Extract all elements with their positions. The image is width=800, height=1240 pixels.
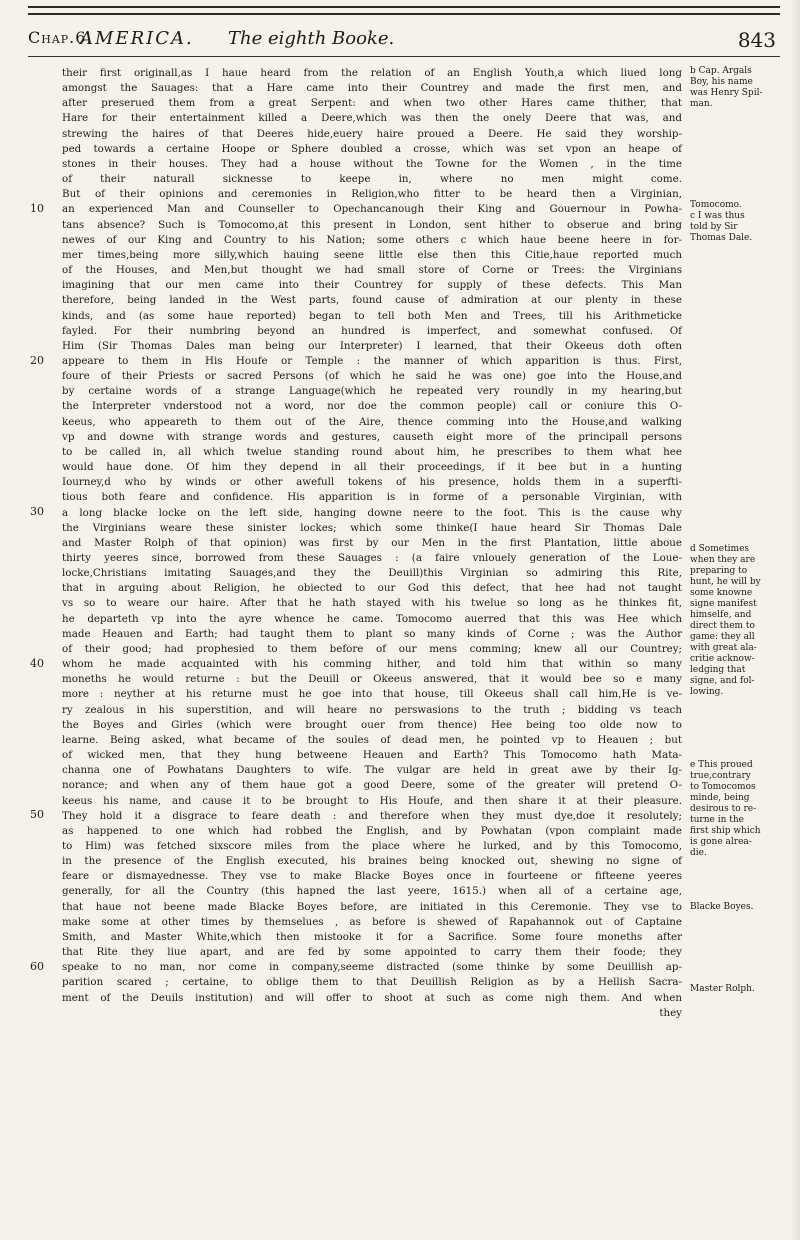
- text-line: parition scared ; certaine, to oblige them to that Deuillish Religion as by a Hellish Sacra-: [62, 976, 682, 989]
- text-line: locke,Christians imitating Sauages,and they the Deuill)this Virginian so admiring this Rite,: [62, 567, 682, 580]
- margin-note-line: c I was thus: [690, 211, 745, 221]
- page-number: 843: [737, 28, 776, 52]
- text-line: They hold it a disgrace to feare death : and therefore when they must dye,doe it resolutely;: [62, 809, 682, 822]
- text-line: foure of their Priests or sacred Persons (of which he said he was one) goe into the House,and: [62, 370, 682, 383]
- margin-note: [690, 760, 794, 859]
- margin-note-line: preparing to: [690, 566, 748, 576]
- margin-note-line: first ship which: [690, 826, 761, 836]
- text-line: learne. Being asked, what became of the soules of dead men, he pointed vp to Heauen ; but: [62, 733, 682, 746]
- text-line: that Rite they liue apart, and are fed by some appointed to carry them their foode; they: [62, 946, 682, 959]
- margin-note: [690, 984, 794, 995]
- text-line: fayled. For their numbring beyond an hundred is imperfect, and somewhat confused. Of: [62, 324, 682, 337]
- line-number: 50: [30, 808, 44, 822]
- text-line: more : neyther at his returne must he goe into that house, till Okeeus shall call him,He is ve-: [62, 688, 682, 701]
- margin-note-line: Boy, his name: [690, 77, 753, 87]
- margin-note-line: man.: [690, 99, 713, 109]
- text-line: amongst the Sauages: that a Hare came into their Countrey and made the first men, and: [62, 82, 682, 95]
- margin-note: [690, 66, 794, 110]
- text-line: stones in their houses. They had a house without the Towne for the Women , in the time: [62, 157, 682, 170]
- margin-note-line: is gone alrea-: [690, 837, 752, 847]
- text-line: ry zealous in his superstition, and will heare no perswasions to the truth ; bidding vs teach: [62, 703, 682, 716]
- margin-note-line: signe manifest: [690, 599, 757, 609]
- margin-note-line: lowing.: [690, 687, 724, 697]
- text-line: Smith, and Master White,which then mistooke it for a Sacrifice. Some foure moneths after: [62, 930, 682, 943]
- text-line: tious both feare and confidence. His apparition is in forme of a personable Virginian, with: [62, 491, 682, 504]
- margin-note-line: signe, and fol-: [690, 676, 755, 686]
- text-line: to be called in, all which twelue standing round about him, he prescribes to them what hee: [62, 445, 682, 458]
- margin-note-line: turne in the: [690, 815, 744, 825]
- margin-note: [690, 902, 794, 913]
- margin-note-line: true,contrary: [690, 771, 751, 781]
- margin-note-line: critie acknow-: [690, 654, 755, 664]
- margin-note-line: told by Sir: [690, 222, 738, 232]
- book-label: The eighth Booke.: [228, 28, 395, 49]
- line-number: 40: [30, 656, 44, 670]
- text-line: of the Houses, and Men,but thought we had small store of Corne or Trees: the Virginians: [62, 264, 682, 277]
- text-line: the Boyes and Girles (which were brought ouer from thence) Hee being too olde now to: [62, 718, 682, 731]
- text-line: strewing the haires of that Deeres hide,euery haire proued a Deere. He said they worship-: [62, 127, 682, 140]
- text-line: keeus, who appeareth to them out of the Aire, thence comming into the House,and walking: [62, 415, 682, 428]
- text-line: he departeth vp into the ayre whence he came. Tomocomo auerred that this was Hee which: [62, 612, 682, 625]
- margin-note-line: with great ala-: [690, 643, 757, 653]
- text-line: moneths he would returne : but the Deuill or Okeeus answered, that it would bee so e many: [62, 673, 682, 686]
- page-edge-shadow: [790, 0, 800, 1240]
- text-line: But of their opinions and ceremonies in Religion,who fitter to be heard then a Virginian,: [62, 188, 682, 201]
- line-number: 60: [30, 959, 44, 973]
- margin-note-line: minde, being: [690, 793, 750, 803]
- text-line: Him (Sir Thomas Dales man being our Interpreter) I learned, that their Okeeus doth often: [62, 339, 682, 352]
- chapter-label: Chap.6.: [28, 28, 93, 47]
- margin-note-line: d Sometimes: [690, 544, 750, 554]
- rule-line: [28, 6, 780, 8]
- text-line: the Interpreter vnderstood not a word, nor doe the common people) call or coniure this O-: [62, 400, 682, 413]
- text-line: made Heauen and Earth; had taught them to plant so many kinds of Corne ; was the Author: [62, 627, 682, 640]
- text-line: by certaine words of a strange Language(which he repeated very roundly in my hearing,but: [62, 385, 682, 398]
- text-line: generally, for all the Country (this hapned the last yeere, 1615.) when all of a certaine age,: [62, 885, 682, 898]
- line-number: 10: [30, 202, 44, 216]
- running-header: [28, 28, 780, 56]
- text-line: as happened to one which had robbed the English, and by Powhatan (vpon complaint made: [62, 824, 682, 837]
- text-line: a long blacke locke on the left side, hanging downe neere to the foot. This is the cause why: [62, 506, 682, 519]
- text-line: and Master Rolph of that opinion) was first by our Men in the first Plantation, little aboue: [62, 536, 682, 549]
- text-line: vs so to weare our haire. After that he hath stayed with his twelue so long as he thinkes fit,: [62, 597, 682, 610]
- header-rule: [28, 56, 780, 57]
- text-line: thirty yeeres since, borrowed from these Sauages : (a faire vnlouely generation of the Loue-: [62, 552, 682, 564]
- running-title: AMERICA.: [80, 28, 194, 49]
- margin-note-line: was Henry Spil-: [690, 88, 763, 98]
- text-line: of wicked men, that they hung betweene Heauen and Earth? This Tomocomo hath Mata-: [62, 749, 682, 762]
- text-line: in the presence of the English executed, his braines being knocked out, shewing no signe of: [62, 855, 682, 868]
- margin-note: [690, 200, 794, 244]
- text-line: speake to no man, nor come in company,seeme distracted (some thinke by some Deuillish ap-: [62, 961, 682, 974]
- text-line: keeus his name, and cause it to be brought to His Houfe, and then share it at their pleasure.: [62, 794, 682, 807]
- text-line: ped towards a certaine Hoope or Sphere doubled a crosse, which was set vpon an heape of: [62, 142, 682, 155]
- text-line: to Him) was fetched sixscore miles from the place where he lurked, and by this Tomocomo,: [62, 839, 682, 852]
- text-line: would haue done. Of him they depend in all their proceedings, if it bee but in a hunting: [62, 461, 682, 474]
- text-line: of their naturall sicknesse to keepe in, where no men might come.: [62, 173, 682, 186]
- text-line: they: [659, 1006, 682, 1019]
- margin-note-line: ledging that: [690, 665, 746, 675]
- text-line: appeare to them in His Houfe or Temple : the manner of which apparition is thus. First,: [62, 354, 682, 367]
- top-double-rule: [28, 6, 780, 26]
- margin-note-line: Blacke Boyes.: [690, 902, 754, 912]
- text-line: Iourney,d who by winds or other awefull tokens of his presence, holds them in a superfti-: [62, 476, 682, 489]
- text-line: norance; and when any of them haue got a good Deere, some of the greater will pretend O-: [62, 779, 682, 792]
- text-line: whom he made acquainted with his comming hither, and told him that within so many: [62, 658, 682, 671]
- text-line: therefore, being landed in the West parts, found cause of admiration at our plenty in these: [62, 294, 682, 307]
- text-line: imagining that our men came into their Countrey for supply of these defects. This Man: [62, 279, 682, 292]
- text-line: feare or dismayednesse. They vse to make Blacke Boyes once in fourteene or fifteene yeeres: [62, 870, 682, 883]
- text-line: make some at other times by themselues , as before is shewed of Rapahannok out of Captaine: [62, 915, 682, 928]
- text-line: newes of our King and Country to his Nation; some others c which haue beene heere in for-: [62, 233, 682, 246]
- text-line: an experienced Man and Counseller to Opechancanough their King and Gouernour in Powha-: [62, 203, 682, 216]
- margin-note-line: hunt, he will by: [690, 577, 761, 587]
- margin-note-line: desirous to re-: [690, 804, 757, 814]
- text-line: channa one of Powhatans Daughters to wife. The vulgar are held in great awe by their Ig-: [62, 764, 682, 777]
- text-line: kinds, and (as some haue reported) began to tell both Men and Trees, till his Arithmeticke: [62, 309, 682, 322]
- margin-note: [690, 544, 794, 698]
- text-line: tans absence? Such is Tomocomo,at this present in London, sent hither to obserue and bring: [62, 218, 682, 231]
- margin-note-line: e This proued: [690, 760, 753, 770]
- text-line: vp and downe with strange words and gestures, causeth eight more of the principall persons: [62, 430, 682, 443]
- text-line: their first originall,as I haue heard from the relation of an English Youth,a which liued long: [62, 67, 682, 79]
- margin-note-line: Tomocomo.: [690, 200, 742, 210]
- margin-note-line: Master Rolph.: [690, 984, 755, 994]
- margin-note-line: himselfe, and: [690, 610, 752, 620]
- margin-note-line: die.: [690, 848, 707, 858]
- margin-note-line: when they are: [690, 555, 756, 565]
- text-line: of their good; had prophesied to them before of our mens comming; knew all our Countrey;: [62, 642, 682, 655]
- text-line: mer times,being more silly,which hauing seene little else then this Citie,haue reported much: [62, 248, 682, 261]
- text-line: that in arguing about Religion, he obiected to our God this defect, that hee had not taught: [62, 582, 682, 595]
- rule-line: [28, 13, 780, 15]
- line-number: 30: [30, 505, 44, 519]
- text-line: ment of the Deuils institution) and will offer to shoot at such as come nigh them. And when: [62, 991, 682, 1004]
- margin-note-line: to Tomocomos: [690, 782, 756, 792]
- text-line: that haue not beene made Blacke Boyes before, are initiated in this Ceremonie. They vse to: [62, 900, 682, 913]
- margin-note-line: b Cap. Argals: [690, 66, 752, 76]
- line-number: 20: [30, 353, 44, 367]
- text-line: Hare for their entertainment killed a Deere,which was then the onely Deere that was, and: [62, 112, 682, 125]
- text-line: the Virginians weare these sinister lockes; which some thinke(I haue heard Sir Thomas Dale: [62, 521, 682, 534]
- margin-note-line: Thomas Dale.: [690, 233, 753, 243]
- margin-note-line: game: they all: [690, 632, 755, 642]
- margin-notes: [690, 66, 794, 1046]
- text-line: after preserued them from a great Serpent: and when two other Hares came thither, that: [62, 97, 682, 110]
- main-text-column: [62, 66, 682, 1126]
- margin-note-line: direct them to: [690, 621, 755, 631]
- margin-note-line: some knowne: [690, 588, 753, 598]
